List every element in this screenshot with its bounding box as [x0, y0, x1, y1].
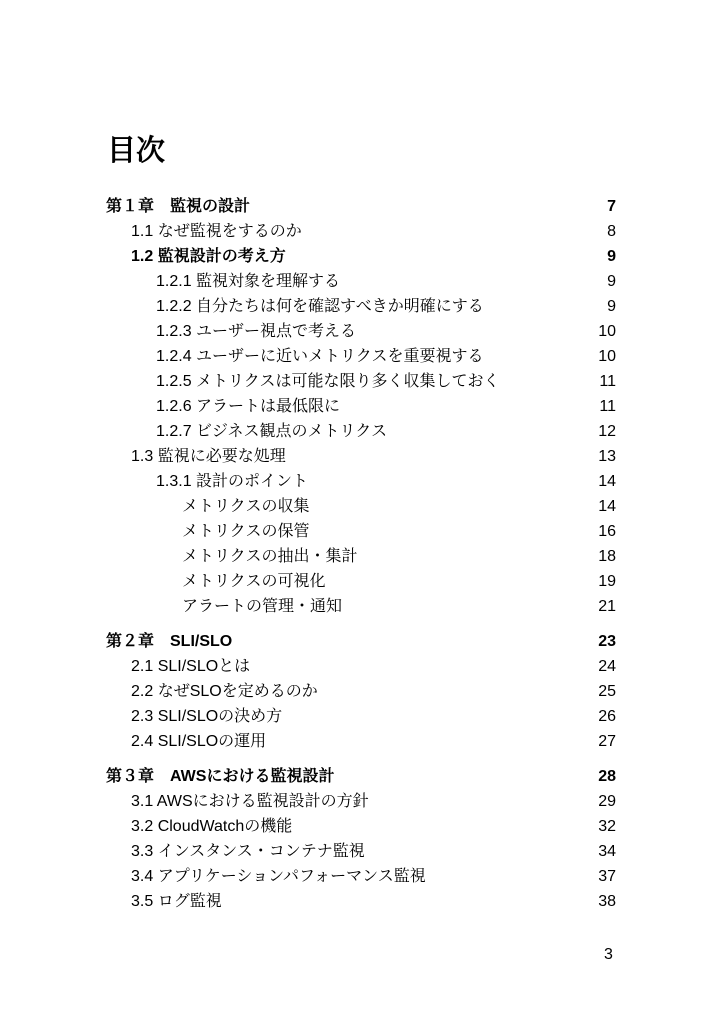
toc-label: 1.3 監視に必要な処理 [131, 448, 286, 465]
toc-subsection[interactable] [0, 420, 721, 444]
toc-label: 2.2 なぜSLOを定めるのか [131, 683, 318, 700]
toc-page: 14 [598, 473, 616, 490]
toc-label: 3.3 インスタンス・コンテナ監視 [131, 843, 365, 860]
toc-label: 2.1 SLI/SLOとは [131, 658, 251, 675]
toc-label: 1.3.1 設計のポイント [156, 473, 309, 490]
toc-section[interactable] [0, 680, 721, 704]
toc-page: 11 [599, 398, 616, 415]
toc-page: 29 [598, 793, 616, 810]
toc-item[interactable] [0, 545, 721, 569]
toc-section[interactable] [0, 705, 721, 729]
toc-page: 21 [598, 598, 616, 615]
toc-section[interactable] [0, 815, 721, 839]
toc-page: 32 [598, 818, 616, 835]
toc-page: 12 [598, 423, 616, 440]
toc-label: 3.2 CloudWatchの機能 [131, 818, 293, 835]
toc-page: 8 [607, 223, 616, 240]
toc-item[interactable] [0, 570, 721, 594]
toc-section[interactable] [0, 865, 721, 889]
toc-page: 19 [598, 573, 616, 590]
toc-section[interactable] [0, 220, 721, 244]
toc-page: 10 [598, 348, 616, 365]
toc-label: 第３章 AWSにおける監視設計 [106, 768, 335, 785]
toc-page: 23 [598, 633, 616, 650]
toc-label: メトリクスの抽出・集計 [182, 548, 358, 565]
toc-label: アラートの管理・通知 [182, 598, 343, 615]
toc-section[interactable] [0, 730, 721, 754]
toc-item[interactable] [0, 520, 721, 544]
toc-label: 1.2 監視設計の考え方 [131, 248, 286, 265]
toc-label: 第２章 SLI/SLO [106, 633, 233, 650]
toc-subsection[interactable] [0, 370, 721, 394]
page-number: 3 [604, 946, 613, 963]
toc-item[interactable] [0, 495, 721, 519]
toc-label: 1.2.5 メトリクスは可能な限り多く収集しておく [156, 373, 500, 390]
toc-label: メトリクスの収集 [182, 498, 310, 515]
toc-label: 3.4 アプリケーションパフォーマンス監視 [131, 868, 426, 885]
toc-label: 1.2.4 ユーザーに近いメトリクスを重要視する [156, 348, 484, 365]
toc-subsection[interactable] [0, 345, 721, 369]
toc-section[interactable] [0, 655, 721, 679]
toc-subsection[interactable] [0, 295, 721, 319]
toc-label: 1.2.1 監視対象を理解する [156, 273, 341, 290]
toc-label: メトリクスの可視化 [182, 573, 326, 590]
toc-page: 18 [598, 548, 616, 565]
toc-page: 24 [598, 658, 616, 675]
toc-page: 11 [599, 373, 616, 390]
toc-page: 9 [607, 298, 616, 315]
toc-label: 1.2.2 自分たちは何を確認すべきか明確にする [156, 298, 484, 315]
toc-section[interactable] [0, 840, 721, 864]
toc-section[interactable] [0, 790, 721, 814]
toc-page: 9 [607, 273, 616, 290]
toc-chapter-1[interactable] [0, 195, 721, 219]
toc-page: 9 [607, 248, 616, 265]
toc-label: 3.1 AWSにおける監視設計の方針 [131, 793, 369, 810]
toc-section-current[interactable] [0, 245, 721, 269]
toc-page: 7 [607, 198, 616, 215]
toc-label: 2.4 SLI/SLOの運用 [131, 733, 267, 750]
toc-section[interactable] [0, 445, 721, 469]
toc-label: 3.5 ログ監視 [131, 893, 222, 910]
toc-section[interactable] [0, 890, 721, 914]
toc-subsection[interactable] [0, 470, 721, 494]
toc-subsection[interactable] [0, 320, 721, 344]
toc-chapter-2[interactable] [0, 630, 721, 654]
toc-page: 16 [598, 523, 616, 540]
toc-page: 34 [598, 843, 616, 860]
toc-page: 37 [598, 868, 616, 885]
toc-label: 1.2.6 アラートは最低限に [156, 398, 341, 415]
toc-page: 26 [598, 708, 616, 725]
toc-page: 10 [598, 323, 616, 340]
toc-page: 25 [598, 683, 616, 700]
toc-label: 第１章 監視の設計 [106, 198, 251, 215]
toc-item[interactable] [0, 595, 721, 619]
toc-label: 1.2.3 ユーザー視点で考える [156, 323, 357, 340]
toc-page: 14 [598, 498, 616, 515]
toc-chapter-3[interactable] [0, 765, 721, 789]
toc-label: 2.3 SLI/SLOの決め方 [131, 708, 283, 725]
toc-page: 27 [598, 733, 616, 750]
toc-page: 13 [598, 448, 616, 465]
toc-page: 28 [598, 768, 616, 785]
toc-subsection[interactable] [0, 395, 721, 419]
toc-subsection[interactable] [0, 270, 721, 294]
toc-label: 1.1 なぜ監視をするのか [131, 223, 302, 240]
toc-label: メトリクスの保管 [182, 523, 310, 540]
toc-label: 1.2.7 ビジネス観点のメトリクス [156, 423, 388, 440]
toc-page: 38 [598, 893, 616, 910]
page-title: 目次 [107, 135, 166, 167]
